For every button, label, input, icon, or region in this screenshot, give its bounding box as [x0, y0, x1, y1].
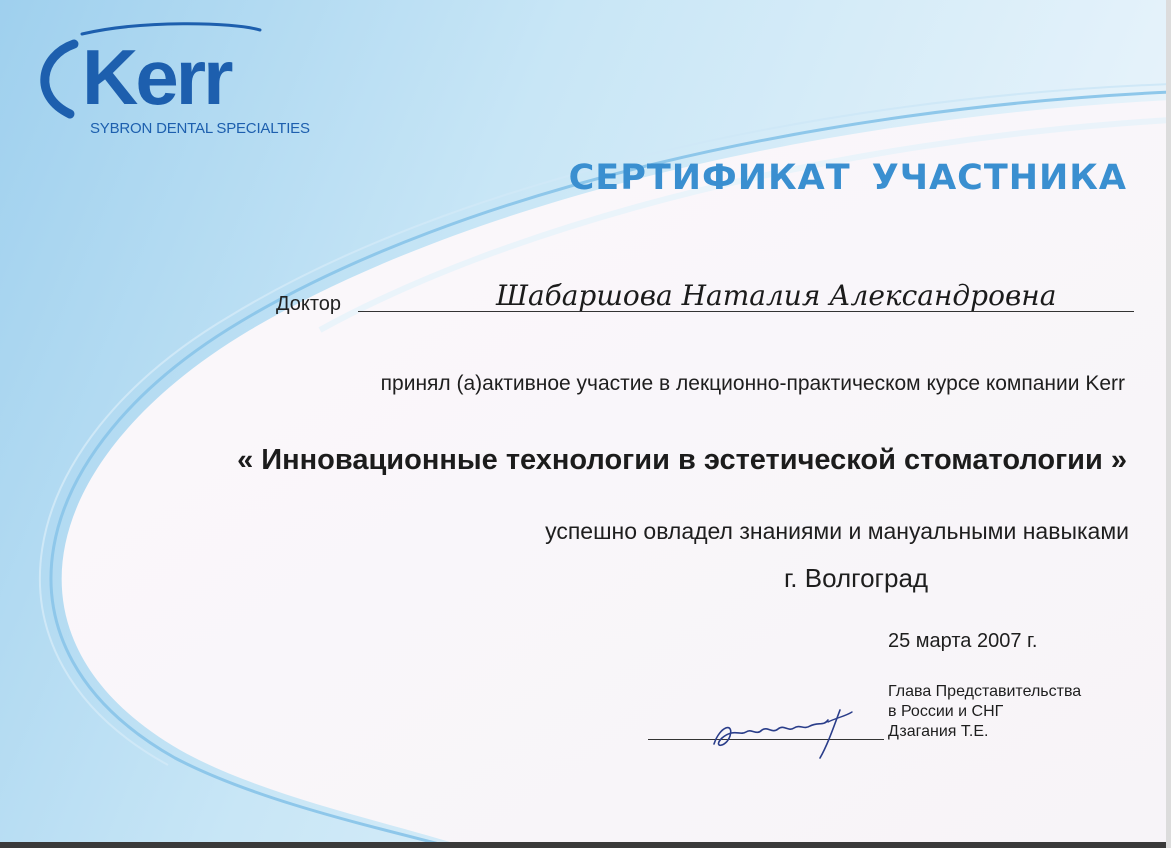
logo-wordmark: Kerr	[82, 33, 231, 121]
recipient-row	[276, 272, 1134, 316]
certificate-title: СЕРТИФИКАТ УЧАСТНИКА	[568, 158, 1127, 198]
course-title: « Инновационные технологии в эстетической стоматологии »	[237, 444, 1127, 476]
handwritten-signature	[700, 696, 870, 766]
logo-subtitle: SYBRON DENTAL SPECIALTIES	[90, 120, 310, 137]
signatory-block	[888, 682, 1081, 742]
participation-text: принял (а)активное участие в лекционно-практическом курсе компании Kerr	[380, 372, 1125, 395]
signatory-position: Глава Представительства	[888, 683, 1082, 700]
recipient-name: Шабаршова Наталия Александровна	[496, 279, 1057, 312]
city-text: г. Волгоград	[784, 563, 929, 593]
signatory-region: в России и СНГ	[888, 703, 1004, 720]
date-text: 25 марта 2007 г.	[888, 630, 1038, 652]
recipient-label: Доктор	[276, 293, 342, 315]
signatory-name: Дзагания Т.Е.	[888, 723, 989, 740]
kerr-logo	[22, 16, 322, 146]
achievement-text: успешно овладел знаниями и мануальными навыками	[545, 518, 1129, 544]
